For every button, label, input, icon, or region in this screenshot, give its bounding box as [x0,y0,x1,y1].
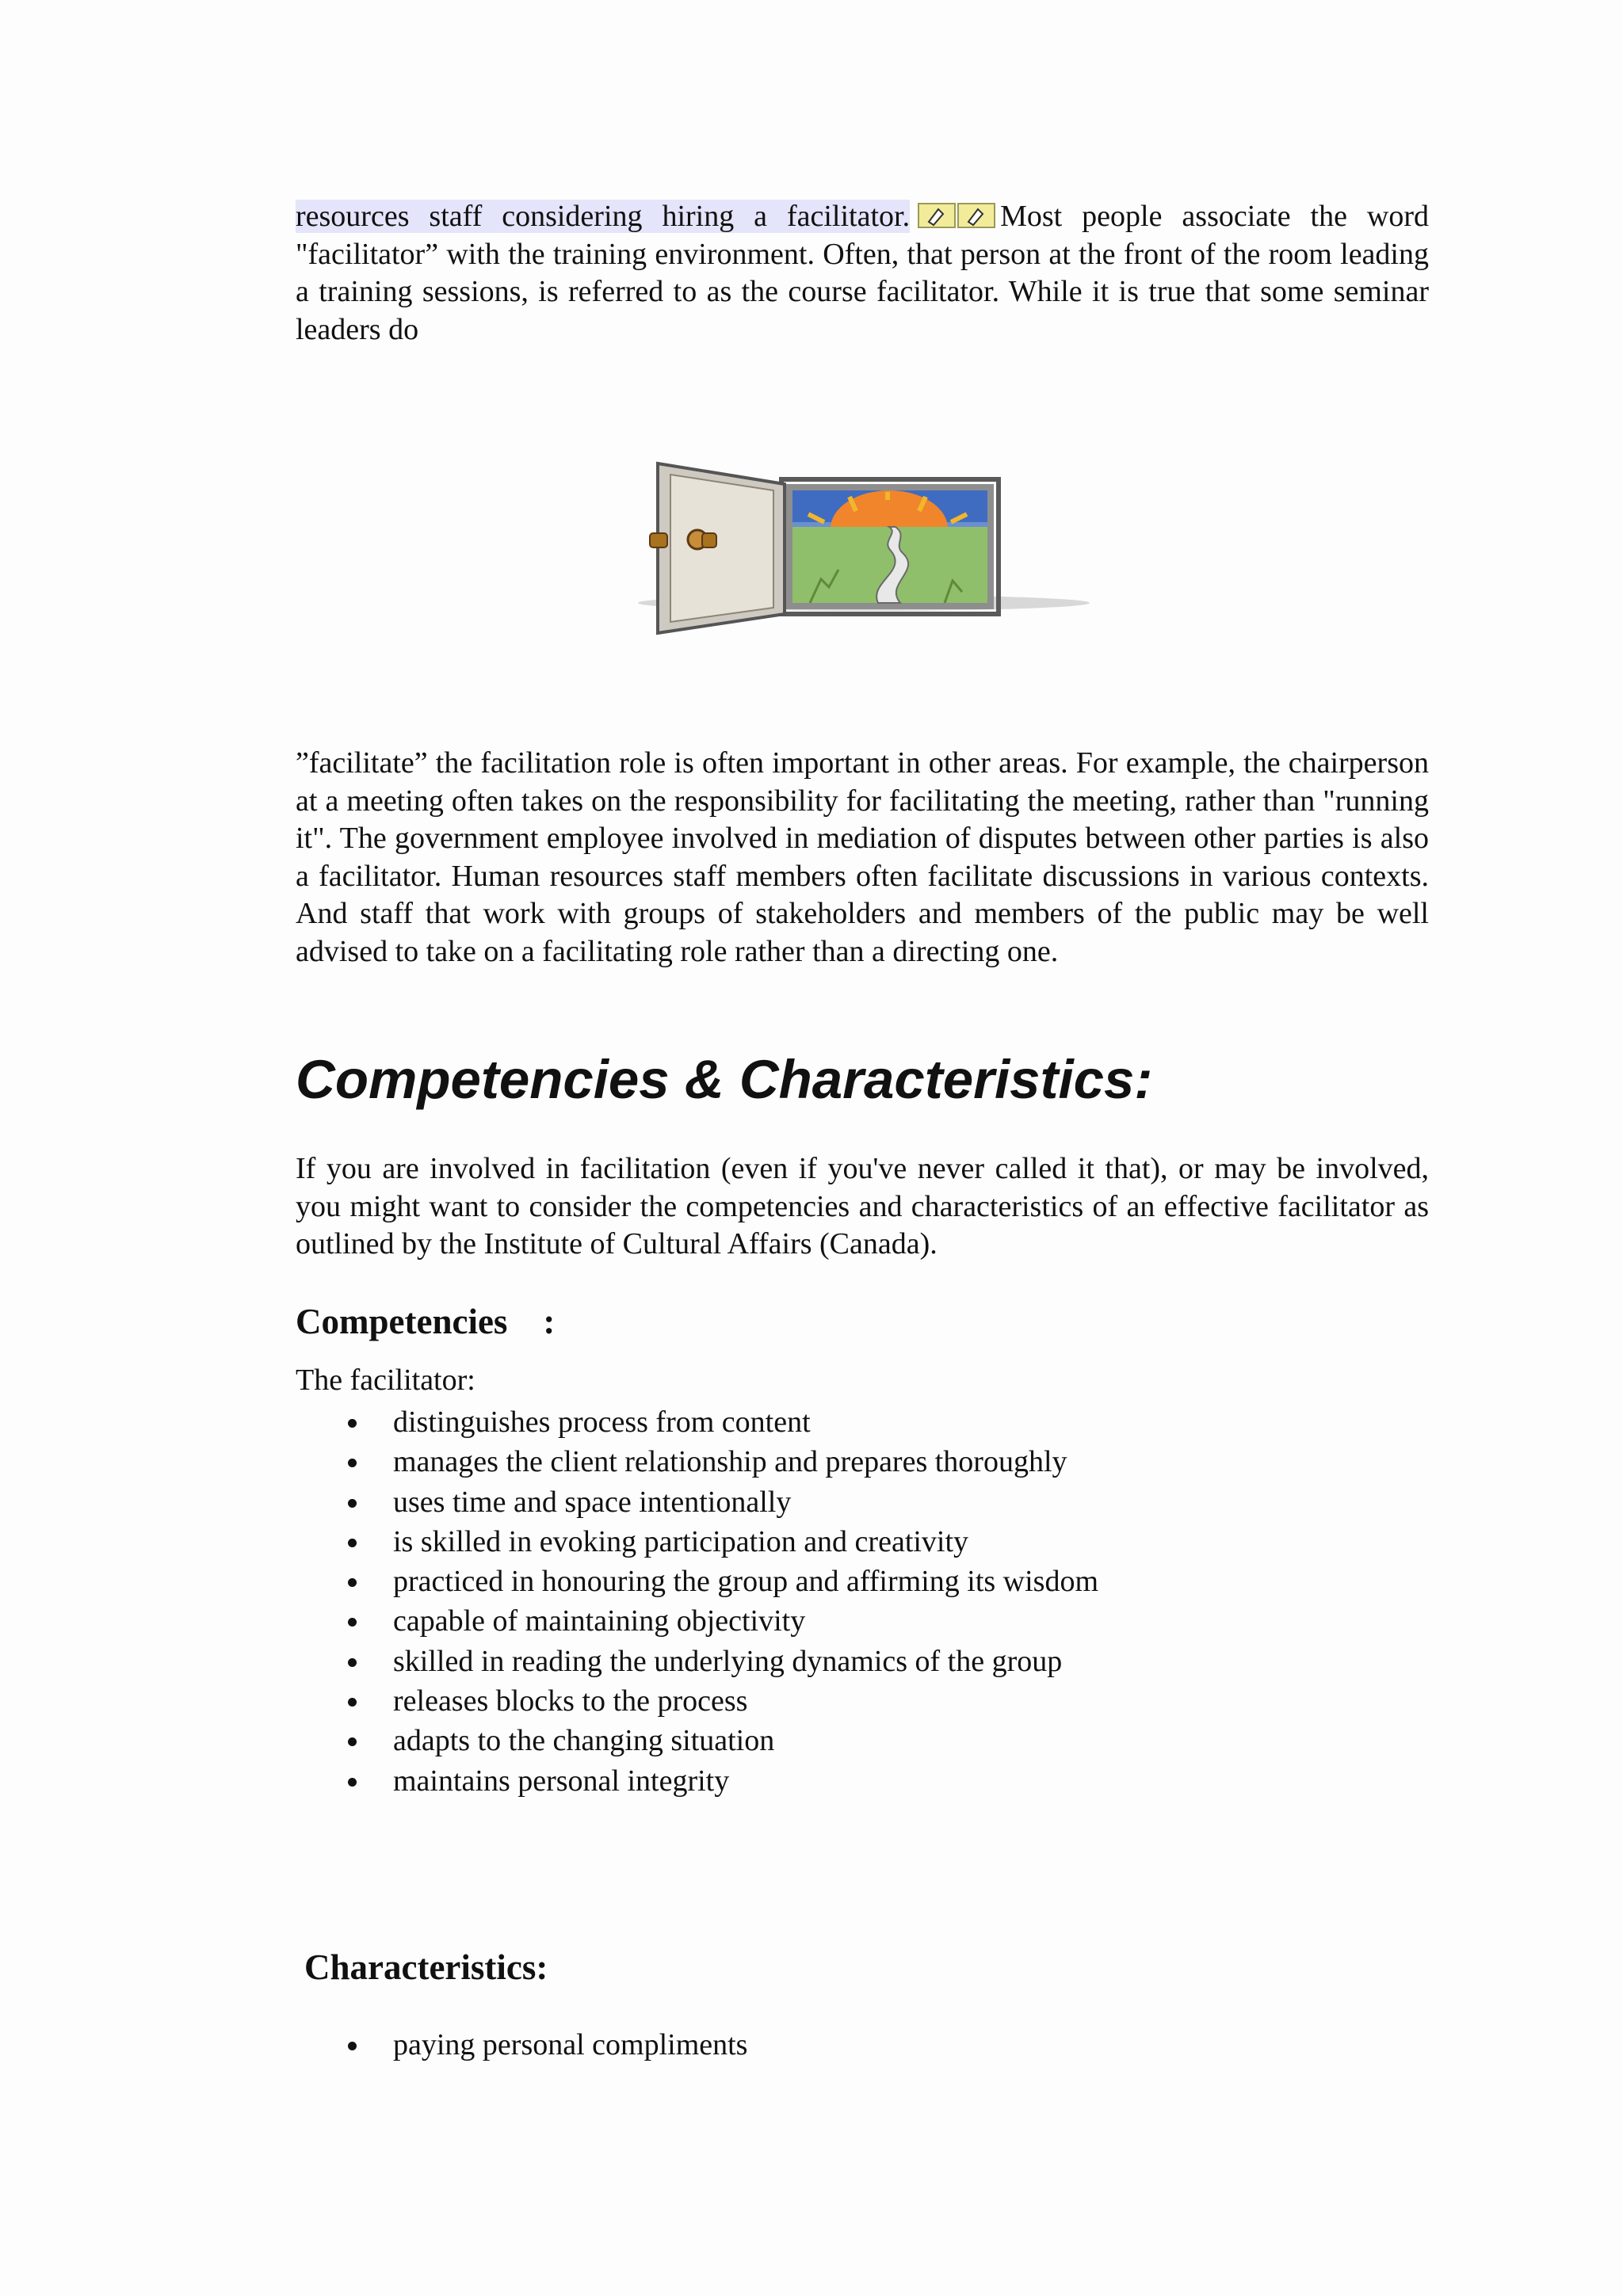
list-item-text: practiced in honouring the group and affirming its wisdom [393,1565,1099,1599]
competencies-lead: The facilitator: [296,1363,475,1397]
intro-paragraph [296,198,1429,349]
involved-paragraph: If you are involved in facilitation (even if you've never called it that), or may be involved, you might want to consider the competencies and characteristics of an effective facilitator as outlined by the Institute of Cultural Affairs (Canada). [296,1152,1429,1261]
list-item-text: manages the client relationship and prepares thoroughly [393,1445,1067,1479]
bullet-dot-icon [348,1499,357,1508]
bullet-dot-icon [348,1618,357,1627]
list-item [296,1522,1098,1562]
list-item [296,1681,1098,1721]
intro-text: Most people associate the word "facilitator” with the training environment. Often, that person at the front of the room leading a training sessions, is referred to as the course facilitator. While it is true that some seminar leaders do [296,200,1429,346]
bullet-dot-icon [348,1539,357,1547]
facilitate-paragraph: ”facilitate” the facilitation role is often important in other areas. For example, the chairperson at a meeting often takes on the responsibility for facilitating the meeting, rather than "running it". The government employee involved in mediation of disputes between other parties is also a facilitator. Human resources staff members often facilitate discussions in various contexts. And staff that work with groups of stakeholders and members of the public may be well advised to take on a facilitating role rather than a directing one. [296,746,1429,968]
bullet-dot-icon [348,1737,357,1746]
list-item-text: adapts to the changing situation [393,1724,775,1758]
list-item-text: distinguishes process from content [393,1405,811,1439]
bullet-dot-icon [348,1658,357,1667]
open-door-icon [626,456,1094,638]
highlighted-text: resources staff considering hiring a facilitator. [296,200,911,233]
characteristics-list [296,2025,747,2065]
list-item [296,1721,1098,1760]
list-item-text: maintains personal integrity [393,1764,730,1798]
bullet-dot-icon [348,1778,357,1787]
comment-markers-icon [918,203,995,228]
competencies-heading-text: Competencies : [296,1302,556,1341]
bullet-dot-icon [348,1459,357,1467]
bullet-dot-icon [348,1419,357,1428]
competencies-heading [296,1299,555,1344]
bullet-dot-icon [348,1698,357,1707]
list-item [296,1442,1098,1482]
characteristics-heading: Characteristics: [304,1947,548,1987]
bullet-dot-icon [348,2042,357,2050]
list-item [296,1562,1098,1601]
list-item [296,1642,1098,1681]
list-item [296,1761,1098,1801]
section-heading: Competencies & Characteristics: [296,1049,1153,1110]
list-item-text: skilled in reading the underlying dynamics of the group [393,1644,1063,1678]
list-item [296,2025,747,2065]
list-item-text: paying personal compliments [393,2028,748,2061]
list-item-text: capable of maintaining objectivity [393,1604,806,1638]
competencies-list [296,1402,1098,1801]
list-item-text: uses time and space intentionally [393,1485,792,1519]
list-item [296,1601,1098,1641]
list-item [296,1402,1098,1442]
bullet-dot-icon [348,1578,357,1587]
list-item-text: releases blocks to the process [393,1684,748,1718]
list-item-text: is skilled in evoking participation and creativity [393,1524,969,1558]
list-item [296,1482,1098,1522]
